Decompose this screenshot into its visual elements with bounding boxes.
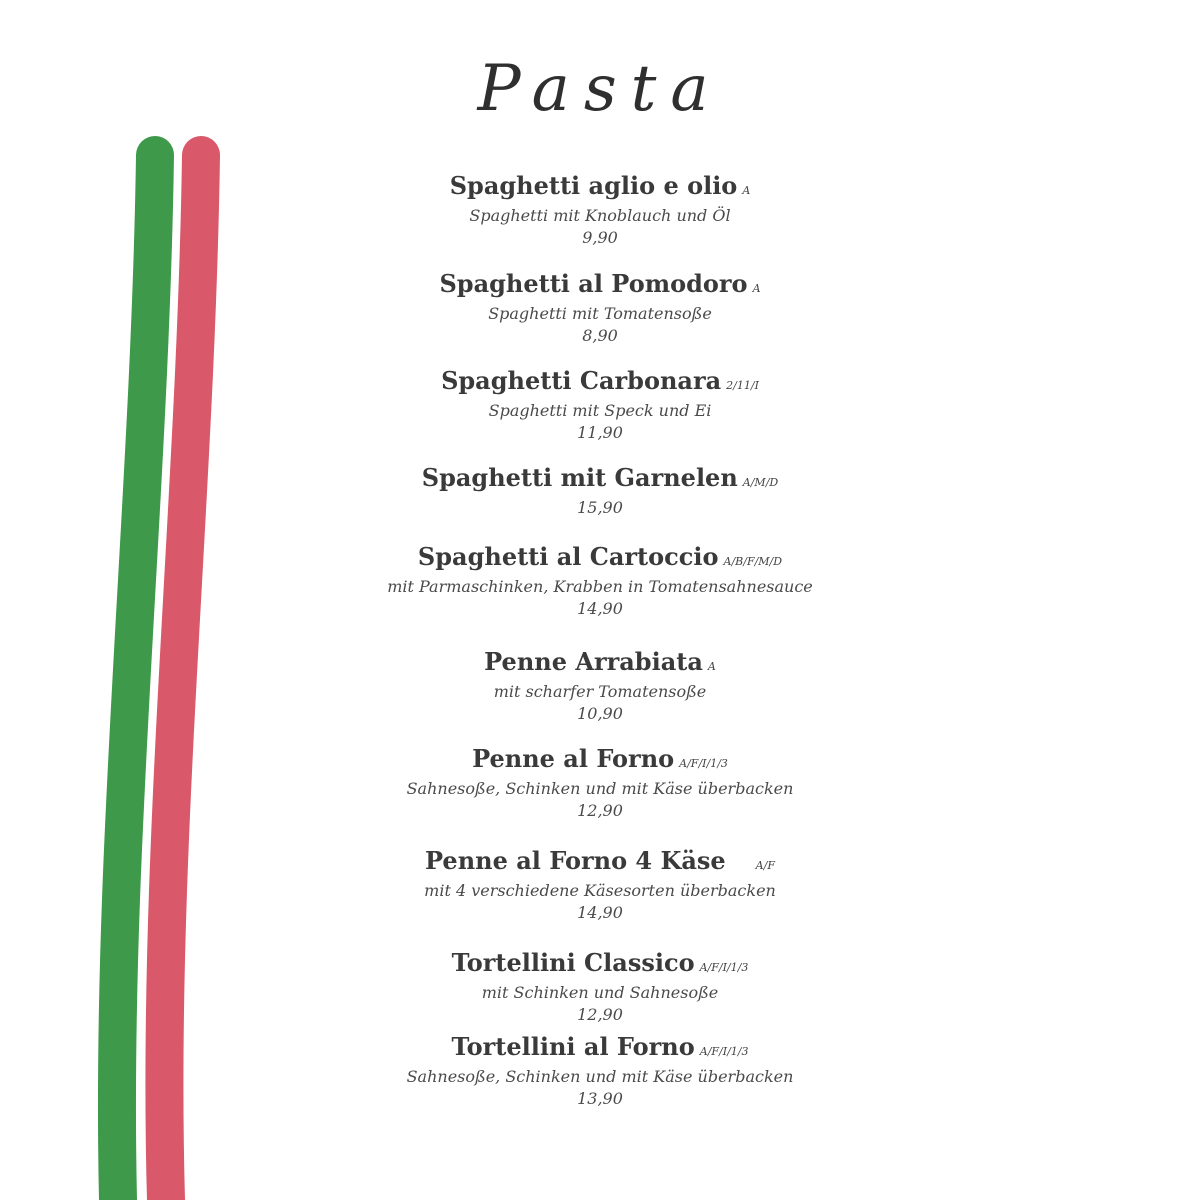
item-description: mit scharfer Tomatensoße: [493, 682, 707, 701]
allergen-code: A/F/I/1/3: [699, 961, 749, 974]
item-price: 13,90: [577, 1089, 623, 1108]
item-name: Spaghetti al Cartoccio A/B/F/M/D: [417, 542, 783, 571]
item-price: 14,90: [577, 599, 623, 618]
item-description: mit Schinken und Sahnesoße: [481, 983, 719, 1002]
item-name: Tortellini al Forno A/F/I/1/3: [451, 1032, 749, 1061]
item-name: Tortellini Classico A/F/I/1/3: [451, 948, 749, 977]
item-description: Sahnesoße, Schinken und mit Käse überbacken: [406, 1067, 794, 1086]
allergen-code: A/F/I/1/3: [699, 1045, 749, 1058]
item-name: Spaghetti al Pomodoro A: [439, 269, 761, 298]
allergen-code: A/F/I/1/3: [679, 757, 728, 770]
pasta-menu: [300, 0, 900, 1200]
item-name: Penne al Forno 4 Käse A/F: [425, 846, 775, 875]
menu-item: [300, 847, 900, 924]
menu-item: [300, 543, 900, 620]
item-name: Penne Arrabiata A: [484, 647, 716, 676]
menu-item: [300, 949, 900, 1026]
item-price: 10,90: [577, 704, 623, 723]
item-description: Spaghetti mit Knoblauch und Öl: [469, 206, 731, 225]
item-price: 12,90: [577, 801, 623, 820]
menu-item: [300, 270, 900, 347]
item-description: Spaghetti mit Speck und Ei: [488, 401, 712, 420]
menu-title: Pasta: [477, 52, 723, 126]
item-name: Spaghetti aglio e olio A: [449, 171, 751, 200]
allergen-code: A: [707, 660, 716, 673]
menu-item: [300, 745, 900, 822]
allergen-code: A/B/F/M/D: [723, 555, 783, 568]
allergen-code: A: [752, 282, 761, 295]
allergen-code: A/F: [755, 859, 775, 872]
menu-item: [300, 464, 900, 519]
menu-item: [300, 1033, 900, 1110]
menu-item: [300, 648, 900, 725]
item-description: mit 4 verschiedene Käsesorten überbacken: [424, 881, 776, 900]
allergen-code: 2/11/I: [726, 379, 759, 392]
item-price: 9,90: [582, 228, 618, 247]
item-name: Penne al Forno A/F/I/1/3: [472, 744, 728, 773]
allergen-code: A/M/D: [742, 476, 779, 489]
green-stripe: [117, 155, 155, 1200]
allergen-code: A: [742, 184, 751, 197]
item-price: 8,90: [582, 326, 618, 345]
item-price: 12,90: [577, 1005, 623, 1024]
menu-item: [300, 172, 900, 249]
item-description: Spaghetti mit Tomatensoße: [488, 304, 712, 323]
item-description: mit Parmaschinken, Krabben in Tomatensahnesauce: [387, 577, 813, 596]
item-name: Spaghetti Carbonara 2/11/I: [441, 366, 759, 395]
item-price: 14,90: [577, 903, 623, 922]
item-name: Spaghetti mit Garnelen A/M/D: [421, 463, 779, 492]
red-stripe: [164, 155, 201, 1200]
item-description: Sahnesoße, Schinken und mit Käse überbacken: [406, 779, 794, 798]
menu-item: [300, 367, 900, 444]
item-price: 15,90: [577, 498, 623, 517]
item-price: 11,90: [577, 423, 623, 442]
